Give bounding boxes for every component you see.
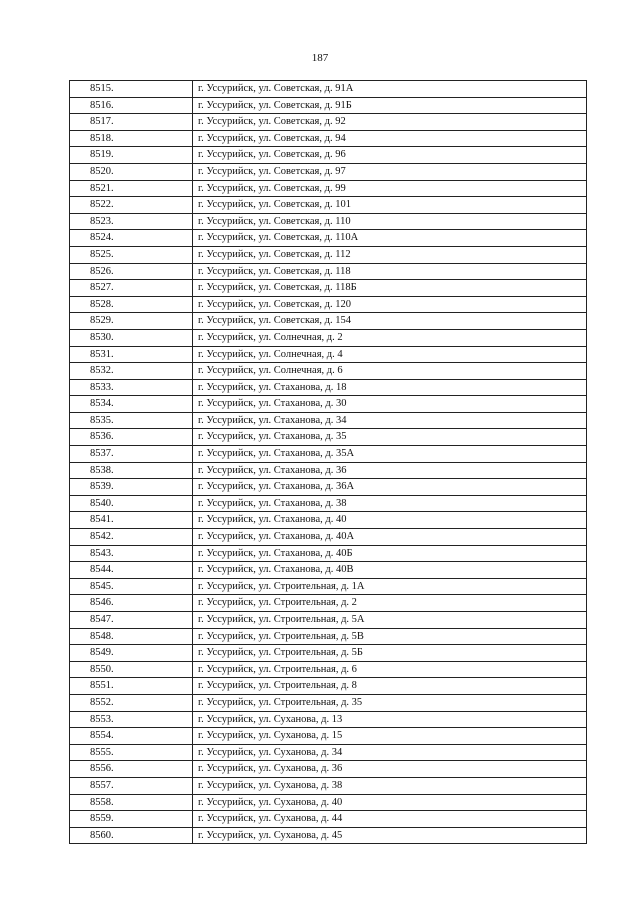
- row-address: г. Уссурийск, ул. Солнечная, д. 2: [193, 329, 587, 346]
- table-row: [70, 462, 587, 479]
- row-address: г. Уссурийск, ул. Советская, д. 96: [193, 147, 587, 164]
- row-address: г. Уссурийск, ул. Суханова, д. 15: [193, 728, 587, 745]
- table-row: [70, 761, 587, 778]
- row-address: г. Уссурийск, ул. Советская, д. 118Б: [193, 280, 587, 297]
- row-address: г. Уссурийск, ул. Солнечная, д. 6: [193, 363, 587, 380]
- row-number: 8525.: [70, 246, 193, 263]
- row-number: 8547.: [70, 612, 193, 629]
- row-number: 8517.: [70, 114, 193, 131]
- row-address: г. Уссурийск, ул. Стаханова, д. 35А: [193, 446, 587, 463]
- row-number: 8534.: [70, 396, 193, 413]
- table-row: [70, 97, 587, 114]
- table-row: [70, 412, 587, 429]
- table-row: [70, 827, 587, 844]
- row-number: 8532.: [70, 363, 193, 380]
- table-row: [70, 346, 587, 363]
- row-address: г. Уссурийск, ул. Суханова, д. 44: [193, 811, 587, 828]
- row-address: г. Уссурийск, ул. Советская, д. 101: [193, 197, 587, 214]
- table-row: [70, 645, 587, 662]
- row-number: 8537.: [70, 446, 193, 463]
- row-number: 8539.: [70, 479, 193, 496]
- row-number: 8535.: [70, 412, 193, 429]
- table-row: [70, 711, 587, 728]
- row-number: 8527.: [70, 280, 193, 297]
- table-row: [70, 429, 587, 446]
- table-row: [70, 213, 587, 230]
- row-number: 8548.: [70, 628, 193, 645]
- row-number: 8538.: [70, 462, 193, 479]
- table-row: [70, 130, 587, 147]
- row-number: 8557.: [70, 777, 193, 794]
- table-row: [70, 811, 587, 828]
- table-row: [70, 163, 587, 180]
- row-address: г. Уссурийск, ул. Советская, д. 91А: [193, 81, 587, 98]
- row-number: 8524.: [70, 230, 193, 247]
- table-row: [70, 612, 587, 629]
- table-row: [70, 628, 587, 645]
- row-address: г. Уссурийск, ул. Советская, д. 154: [193, 313, 587, 330]
- table-row: [70, 329, 587, 346]
- row-number: 8555.: [70, 744, 193, 761]
- table-row: [70, 661, 587, 678]
- row-number: 8560.: [70, 827, 193, 844]
- table-row: [70, 744, 587, 761]
- row-number: 8558.: [70, 794, 193, 811]
- table-row: [70, 794, 587, 811]
- row-address: г. Уссурийск, ул. Советская, д. 94: [193, 130, 587, 147]
- row-address: г. Уссурийск, ул. Строительная, д. 5А: [193, 612, 587, 629]
- table-row: [70, 280, 587, 297]
- row-address: г. Уссурийск, ул. Стаханова, д. 30: [193, 396, 587, 413]
- row-address: г. Уссурийск, ул. Строительная, д. 5Б: [193, 645, 587, 662]
- row-address: г. Уссурийск, ул. Стаханова, д. 40А: [193, 529, 587, 546]
- row-number: 8530.: [70, 329, 193, 346]
- row-address: г. Уссурийск, ул. Строительная, д. 8: [193, 678, 587, 695]
- row-address: г. Уссурийск, ул. Советская, д. 120: [193, 296, 587, 313]
- table-row: [70, 114, 587, 131]
- row-address: г. Уссурийск, ул. Суханова, д. 13: [193, 711, 587, 728]
- row-address: г. Уссурийск, ул. Строительная, д. 5В: [193, 628, 587, 645]
- table-row: [70, 495, 587, 512]
- table-row: [70, 396, 587, 413]
- table-row: [70, 562, 587, 579]
- table-row: [70, 545, 587, 562]
- table-row: [70, 678, 587, 695]
- table-row: [70, 529, 587, 546]
- row-number: 8522.: [70, 197, 193, 214]
- row-number: 8528.: [70, 296, 193, 313]
- table-row: [70, 230, 587, 247]
- table-row: [70, 197, 587, 214]
- row-number: 8518.: [70, 130, 193, 147]
- row-number: 8550.: [70, 661, 193, 678]
- table-row: [70, 147, 587, 164]
- row-address: г. Уссурийск, ул. Советская, д. 118: [193, 263, 587, 280]
- row-address: г. Уссурийск, ул. Суханова, д. 45: [193, 827, 587, 844]
- row-number: 8536.: [70, 429, 193, 446]
- row-number: 8554.: [70, 728, 193, 745]
- row-address: г. Уссурийск, ул. Советская, д. 99: [193, 180, 587, 197]
- row-number: 8553.: [70, 711, 193, 728]
- row-number: 8521.: [70, 180, 193, 197]
- row-address: г. Уссурийск, ул. Стаханова, д. 36А: [193, 479, 587, 496]
- row-address: г. Уссурийск, ул. Строительная, д. 1А: [193, 578, 587, 595]
- row-number: 8544.: [70, 562, 193, 579]
- row-address: г. Уссурийск, ул. Солнечная, д. 4: [193, 346, 587, 363]
- table-row: [70, 446, 587, 463]
- row-address: г. Уссурийск, ул. Советская, д. 110: [193, 213, 587, 230]
- row-number: 8526.: [70, 263, 193, 280]
- row-number: 8559.: [70, 811, 193, 828]
- row-address: г. Уссурийск, ул. Стаханова, д. 40Б: [193, 545, 587, 562]
- row-number: 8533.: [70, 379, 193, 396]
- row-number: 8549.: [70, 645, 193, 662]
- row-address: г. Уссурийск, ул. Стаханова, д. 40: [193, 512, 587, 529]
- table-row: [70, 81, 587, 98]
- row-number: 8546.: [70, 595, 193, 612]
- row-address: г. Уссурийск, ул. Советская, д. 112: [193, 246, 587, 263]
- row-address: г. Уссурийск, ул. Стаханова, д. 18: [193, 379, 587, 396]
- row-number: 8523.: [70, 213, 193, 230]
- table-row: [70, 263, 587, 280]
- address-table-body: [70, 81, 587, 844]
- row-address: г. Уссурийск, ул. Суханова, д. 40: [193, 794, 587, 811]
- row-number: 8531.: [70, 346, 193, 363]
- row-address: г. Уссурийск, ул. Советская, д. 91Б: [193, 97, 587, 114]
- row-address: г. Уссурийск, ул. Советская, д. 92: [193, 114, 587, 131]
- table-row: [70, 578, 587, 595]
- row-address: г. Уссурийск, ул. Суханова, д. 36: [193, 761, 587, 778]
- row-address: г. Уссурийск, ул. Стаханова, д. 36: [193, 462, 587, 479]
- row-number: 8516.: [70, 97, 193, 114]
- table-row: [70, 479, 587, 496]
- row-address: г. Уссурийск, ул. Стаханова, д. 40В: [193, 562, 587, 579]
- row-number: 8519.: [70, 147, 193, 164]
- table-row: [70, 728, 587, 745]
- row-address: г. Уссурийск, ул. Стаханова, д. 38: [193, 495, 587, 512]
- row-address: г. Уссурийск, ул. Советская, д. 110А: [193, 230, 587, 247]
- table-row: [70, 595, 587, 612]
- row-number: 8542.: [70, 529, 193, 546]
- row-number: 8540.: [70, 495, 193, 512]
- row-number: 8552.: [70, 694, 193, 711]
- row-address: г. Уссурийск, ул. Строительная, д. 35: [193, 694, 587, 711]
- row-address: г. Уссурийск, ул. Строительная, д. 2: [193, 595, 587, 612]
- row-address: г. Уссурийск, ул. Суханова, д. 38: [193, 777, 587, 794]
- table-row: [70, 777, 587, 794]
- table-row: [70, 313, 587, 330]
- row-number: 8541.: [70, 512, 193, 529]
- row-number: 8515.: [70, 81, 193, 98]
- row-address: г. Уссурийск, ул. Стаханова, д. 35: [193, 429, 587, 446]
- table-row: [70, 512, 587, 529]
- row-number: 8520.: [70, 163, 193, 180]
- row-address: г. Уссурийск, ул. Суханова, д. 34: [193, 744, 587, 761]
- page-number: 187: [311, 52, 329, 64]
- row-address: г. Уссурийск, ул. Стаханова, д. 34: [193, 412, 587, 429]
- table-row: [70, 246, 587, 263]
- table-row: [70, 379, 587, 396]
- row-address: г. Уссурийск, ул. Строительная, д. 6: [193, 661, 587, 678]
- row-number: 8529.: [70, 313, 193, 330]
- row-number: 8545.: [70, 578, 193, 595]
- row-number: 8551.: [70, 678, 193, 695]
- table-row: [70, 694, 587, 711]
- row-number: 8556.: [70, 761, 193, 778]
- table-row: [70, 363, 587, 380]
- address-table: [69, 80, 587, 844]
- row-address: г. Уссурийск, ул. Советская, д. 97: [193, 163, 587, 180]
- table-row: [70, 296, 587, 313]
- row-number: 8543.: [70, 545, 193, 562]
- table-row: [70, 180, 587, 197]
